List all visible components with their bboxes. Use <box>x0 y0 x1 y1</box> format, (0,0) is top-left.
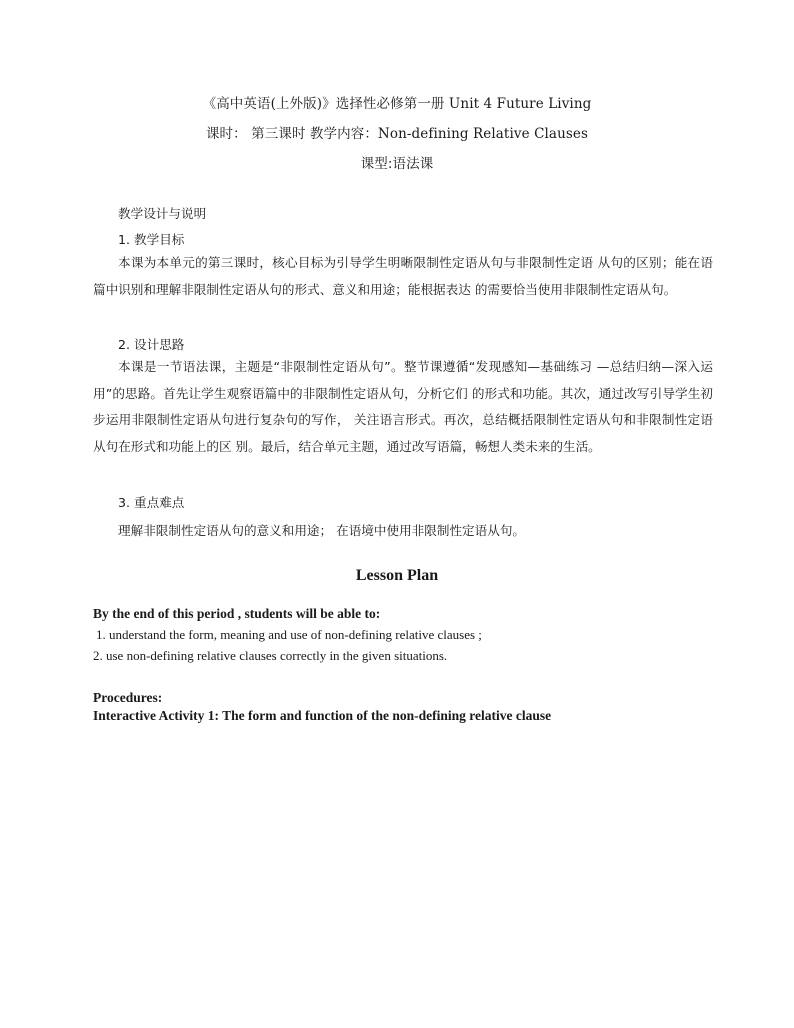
objective-2: 2. use non-defining relative clauses correctly in the given situations. <box>93 648 448 663</box>
idea-paragraph <box>93 354 713 460</box>
procedures-heading: Procedures: <box>93 690 163 705</box>
period-line: 课时： 第三课时 教学内容：Non-defining Relative Clauses <box>205 126 589 142</box>
goal-text: 本课为本单元的第三课时，核心目标为引导学生明晰限制性定语从句与非限制性定语 从句的区别；能在语篇中识别和理解非限制性定语从句的形式、意义和用途；能根据表达 的需要恰当使用非限制性定语从句。 <box>93 255 713 297</box>
lesson-plan-title: Lesson Plan <box>355 567 439 584</box>
goal-heading: 1. 教学目标 <box>118 232 185 247</box>
idea-heading: 2. 设计思路 <box>118 337 185 352</box>
key-heading: 3. 重点难点 <box>118 495 185 510</box>
objective-1: 1. understand the form, meaning and use of non-defining relative clauses ; <box>96 627 482 642</box>
goal-paragraph <box>93 250 713 303</box>
lesson-type: 课型:语法课 <box>360 156 434 172</box>
design-heading: 教学设计与说明 <box>118 206 207 221</box>
document-title: 《高中英语(上外版)》选择性必修第一册 Unit 4 Future Living <box>202 96 592 112</box>
activity-1-heading: Interactive Activity 1: The form and function of the non-defining relative clause <box>93 708 552 723</box>
objectives-heading: By the end of this period , students will be able to: <box>93 606 381 621</box>
key-text: 理解非限制性定语从句的意义和用途； 在语境中使用非限制性定语从句。 <box>118 523 526 538</box>
idea-text: 本课是一节语法课，主题是“非限制性定语从句”。整节课遵循“发现感知—基础练习 —总结归纳—深入运用”的思路。首先让学生观察语篇中的非限制性定语从句，分析它们 的形式和功能。其次，通过改写引导学生初步运用非限制性定语从句进行复杂句的写作， 关注语言形式。再次，总结概括限制性定语从句和非限制性定语从句在形式和功能上的区 别。最后，结合单元主题，通过改写语篇，畅想人类未来的生活。 <box>93 359 713 454</box>
